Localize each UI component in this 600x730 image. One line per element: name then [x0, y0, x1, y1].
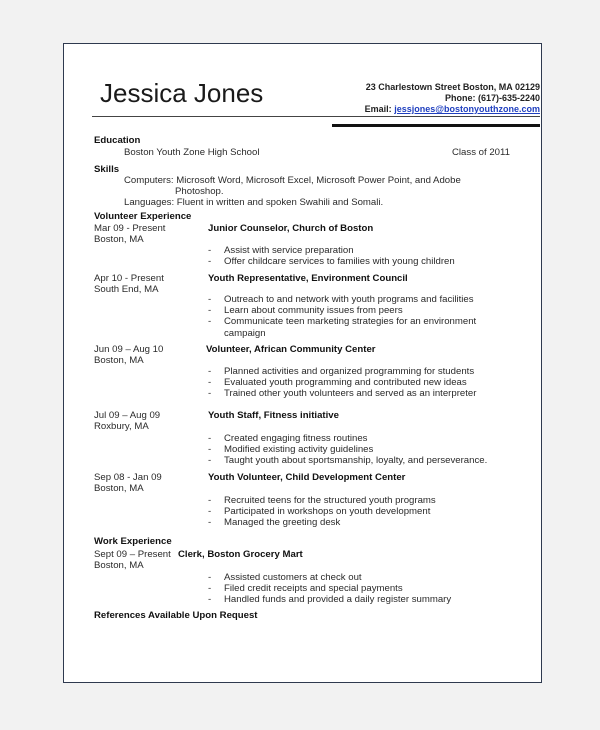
- education-school: Boston Youth Zone High School: [124, 147, 260, 158]
- resume-name: Jessica Jones: [100, 78, 264, 108]
- job-bullets: [208, 294, 514, 339]
- job-bullets: [208, 366, 476, 400]
- bullet-item: - Trained other youth volunteers and served as an interpreter: [208, 388, 476, 399]
- references-note: References Available Upon Request: [94, 610, 258, 621]
- skills-computers: Computers: Microsoft Word, Microsoft Excel, Microsoft Power Point, and Adobe: [124, 175, 461, 186]
- header-divider: [92, 116, 540, 117]
- job-title: Volunteer, African Community Center: [206, 344, 376, 355]
- work-heading: Work Experience: [94, 536, 172, 547]
- bullet-item: - Outreach to and network with youth programs and facilities: [208, 294, 514, 305]
- bullet-item: - Filed credit receipts and special payments: [208, 583, 451, 594]
- job-dates: Sep 08 - Jan 09: [94, 472, 162, 483]
- bullet-item: - Taught youth about sportsmanship, loyalty, and perseverance.: [208, 455, 487, 466]
- job-location: Boston, MA: [94, 483, 144, 494]
- contact-block: [365, 82, 540, 115]
- bullet-item: - Recruited teens for the structured youth programs: [208, 495, 436, 506]
- job-title: Junior Counselor, Church of Boston: [208, 223, 374, 234]
- skills-heading: Skills: [94, 164, 120, 175]
- bullet-item: - Created engaging fitness routines: [208, 433, 487, 444]
- bullet-item: - Learn about community issues from peers: [208, 305, 514, 316]
- bullet-item: - Evaluated youth programming and contributed new ideas: [208, 377, 476, 388]
- bullet-item: - Assist with service preparation: [208, 245, 455, 256]
- job-location: Boston, MA: [94, 355, 144, 366]
- education-class: Class of 2011: [452, 147, 510, 158]
- job-bullets: [208, 495, 436, 529]
- header-divider-thick: [332, 124, 540, 127]
- bullet-item: - Managed the greeting desk: [208, 517, 436, 528]
- bullet-item: - Assisted customers at check out: [208, 572, 451, 583]
- job-title: Youth Representative, Environment Council: [208, 273, 408, 284]
- education-heading: Education: [94, 135, 141, 146]
- bullet-item: - Participated in workshops on youth development: [208, 506, 436, 517]
- email-link[interactable]: jessjones@bostonyouthzone.com: [394, 104, 540, 114]
- job-title: Youth Staff, Fitness initiative: [208, 410, 339, 421]
- work-dates: Sept 09 – Present: [94, 549, 171, 560]
- contact-address: 23 Charlestown Street Boston, MA 02129: [365, 82, 540, 92]
- job-location: Boston, MA: [94, 234, 144, 245]
- email-label: Email:: [364, 104, 392, 114]
- skills-computers-cont: Photoshop.: [175, 186, 224, 197]
- work-location: Boston, MA: [94, 560, 144, 571]
- bullet-item: - Planned activities and organized programming for students: [208, 366, 476, 377]
- job-bullets: [208, 245, 455, 267]
- job-dates: Jul 09 – Aug 09: [94, 410, 161, 421]
- job-dates: Mar 09 - Present: [94, 223, 166, 234]
- job-dates: Jun 09 – Aug 10: [94, 344, 164, 355]
- bullet-item: - Communicate teen marketing strategies for an environment campaign: [208, 316, 514, 338]
- contact-phone: Phone: (617)-635-2240: [444, 93, 540, 103]
- contact-email-line: [365, 104, 540, 115]
- volunteer-heading: Volunteer Experience: [94, 211, 192, 222]
- bullet-item: - Handled funds and provided a daily register summary: [208, 594, 451, 605]
- job-location: South End, MA: [94, 284, 159, 295]
- job-location: Roxbury, MA: [94, 421, 149, 432]
- skills-languages: Languages: Fluent in written and spoken Swahili and Somali.: [124, 197, 384, 208]
- work-title: Clerk, Boston Grocery Mart: [178, 549, 303, 560]
- job-dates: Apr 10 - Present: [94, 273, 164, 284]
- work-bullets: [208, 572, 451, 606]
- bullet-item: - Modified existing activity guidelines: [208, 444, 487, 455]
- bullet-item: - Offer childcare services to families with young children: [208, 256, 455, 267]
- job-bullets: [208, 433, 487, 467]
- job-title: Youth Volunteer, Child Development Center: [208, 472, 406, 483]
